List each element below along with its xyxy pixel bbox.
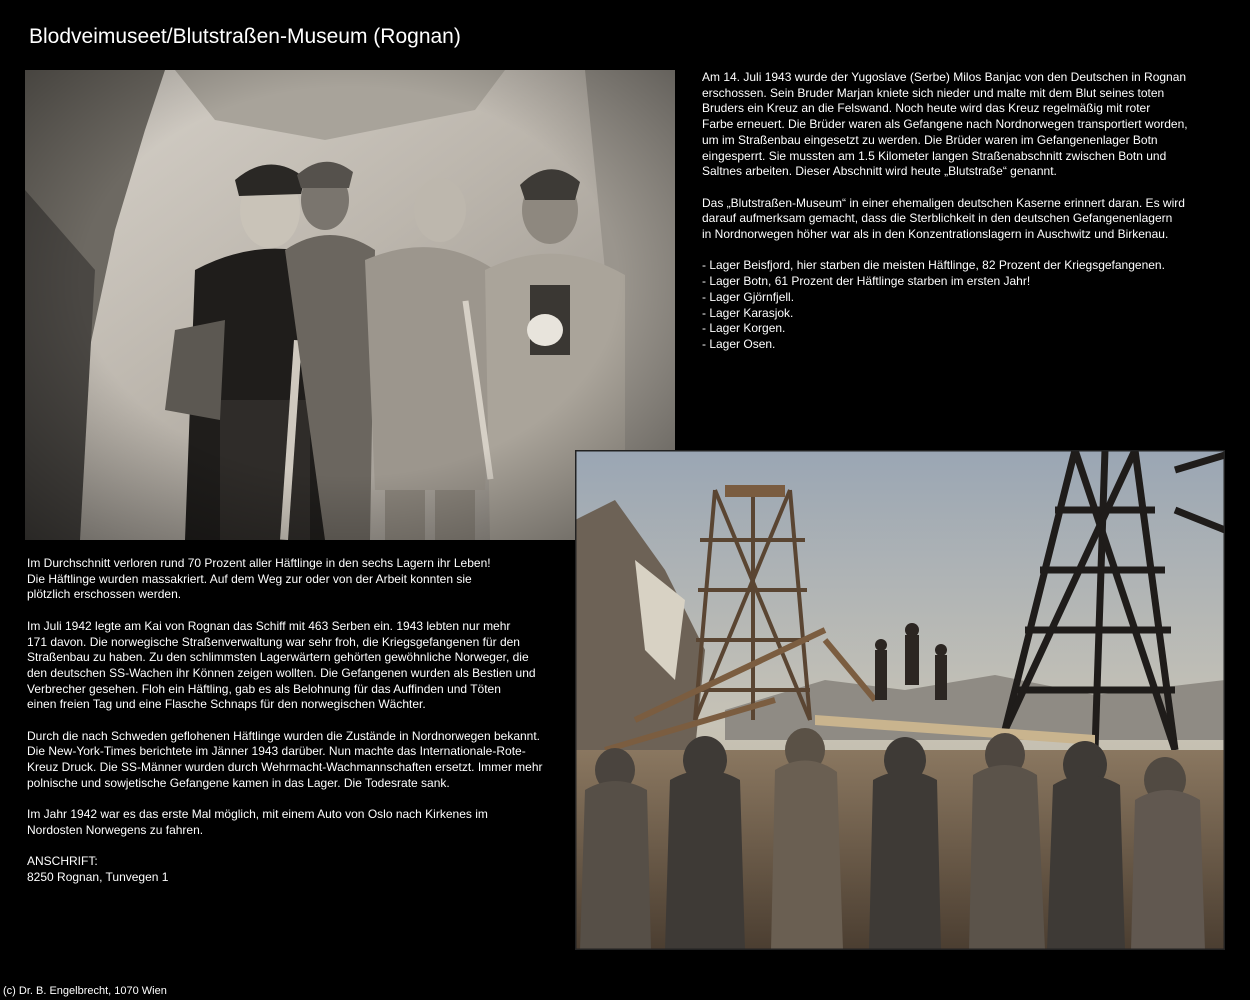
- paragraph-road-1942: [27, 807, 562, 838]
- right-text-block: [702, 70, 1222, 368]
- paragraph-ship-1942: [27, 619, 562, 713]
- text-line: Nordosten Norwegens zu fahren.: [27, 822, 204, 837]
- text-line: Durch die nach Schweden geflohenen Häftlinge wurden die Zustände in Nordnorwegen bekannt.: [27, 728, 541, 743]
- text-line: den deutschen SS-Wachen ihr Können zeigen wollten. Die Gefangenen wurden als Bestien und: [27, 665, 536, 680]
- construction-site-photo: [575, 450, 1225, 950]
- text-line: 171 davon. Die norwegische Straßenverwaltung war sehr froh, die Kriegsgefangenen für den: [27, 634, 520, 649]
- text-line: Am 14. Juli 1943 wurde der Yugoslave (Serbe) Milos Banjac von den Deutschen in Rognan: [702, 70, 1187, 84]
- text-line: Im Durchschnitt verloren rund 70 Prozent aller Häftlinge in den sechs Lagern ihr Leben!: [27, 556, 491, 570]
- camp-list-item: - Lager Korgen.: [702, 321, 786, 336]
- text-line: Saltnes arbeiten. Dieser Abschnitt wird heute „Blutstraße“ genannt.: [702, 164, 1057, 179]
- camp-list: [702, 258, 1222, 352]
- text-line: plötzlich erschossen werden.: [27, 587, 182, 602]
- camp-list-item: - Lager Beisfjord, hier starben die meisten Häftlinge, 82 Prozent der Kriegsgefangenen.: [702, 258, 1165, 273]
- text-line: Die Häftlinge wurden massakriert. Auf dem Weg zur oder von der Arbeit konnten sie: [27, 571, 472, 586]
- text-line: in Nordnorwegen höher war als in den Konzentrationslagern in Auschwitz und Birkenau.: [702, 227, 1169, 242]
- text-line: Straßenbau zu haben. Zu den schlimmsten Lagerwärtern gehörten gewöhnliche Norweger, die: [27, 650, 529, 665]
- text-line: erschossen. Sein Bruder Marjan kniete sich nieder und malte mit dem Blut seines toten: [702, 85, 1165, 100]
- page-title: Blodveimuseet/Blutstraßen-Museum (Rognan): [29, 25, 461, 48]
- text-line: Im Juli 1942 legte am Kai von Rognan das Schiff mit 463 Serben ein. 1943 lebten nur mehr: [27, 618, 511, 633]
- text-line: Das „Blutstraßen-Museum“ in einer ehemaligen deutschen Kaserne erinnert daran. Es wird: [702, 195, 1185, 210]
- paragraph-red-cross: [27, 729, 562, 792]
- copyright-footer: (c) Dr. B. Engelbrecht, 1070 Wien: [3, 985, 167, 997]
- text-line: Verbrecher gesehen. Floh ein Häftling, gab es als Belohnung für das Auffinden und Töten: [27, 681, 501, 696]
- text-line: Bruders ein Kreuz an die Felswand. Noch heute wird das Kreuz regelmäßig mit roter: [702, 101, 1151, 116]
- text-line: Die New-York-Times berichtete im Jänner 1943 darüber. Nun machte das Internationale-Rote-: [27, 744, 526, 759]
- paragraph-milos-banjac: [702, 70, 1222, 180]
- address-value: 8250 Rognan, Tunvegen 1: [27, 870, 169, 884]
- text-line: polnische und sowjetische Gefangene kamen in das Lager. Die Todesrate sank.: [27, 775, 450, 790]
- camp-list-item: - Lager Botn, 61 Prozent der Häftlinge starben im ersten Jahr!: [702, 274, 1031, 289]
- camp-list-item: - Lager Osen.: [702, 336, 776, 351]
- text-line: Farbe erneuert. Die Brüder waren als Gefangene nach Nordnorwegen transportiert worden,: [702, 117, 1188, 132]
- paragraph-death-rate: [27, 556, 562, 603]
- text-line: einen freien Tag und eine Flasche Schnaps für den norwegischen Wächter.: [27, 697, 426, 712]
- text-line: darauf aufmerksam gemacht, dass die Sterblichkeit in den deutschen Gefangenenlagern: [702, 211, 1173, 226]
- paragraph-museum: [702, 196, 1222, 243]
- left-text-block: [27, 556, 562, 901]
- text-line: Kreuz Druck. Die SS-Männer wurden durch Wehrmacht-Wachmannschaften ersetzt. Immer mehr: [27, 760, 543, 775]
- text-line: um im Straßenbau eingesetzt zu werden. Die Brüder waren im Gefangenenlager Botn: [702, 132, 1158, 147]
- address-block: [27, 854, 562, 885]
- camp-list-item: - Lager Karasjok.: [702, 305, 794, 320]
- camp-list-item: - Lager Gjörnfjell.: [702, 289, 795, 304]
- text-line: eingesperrt. Sie mussten am 1.5 Kilometer langen Straßenabschnitt zwischen Botn und: [702, 148, 1167, 163]
- address-label: ANSCHRIFT:: [27, 854, 98, 869]
- text-line: Im Jahr 1942 war es das erste Mal möglich, mit einem Auto von Oslo nach Kirkenes im: [27, 807, 488, 822]
